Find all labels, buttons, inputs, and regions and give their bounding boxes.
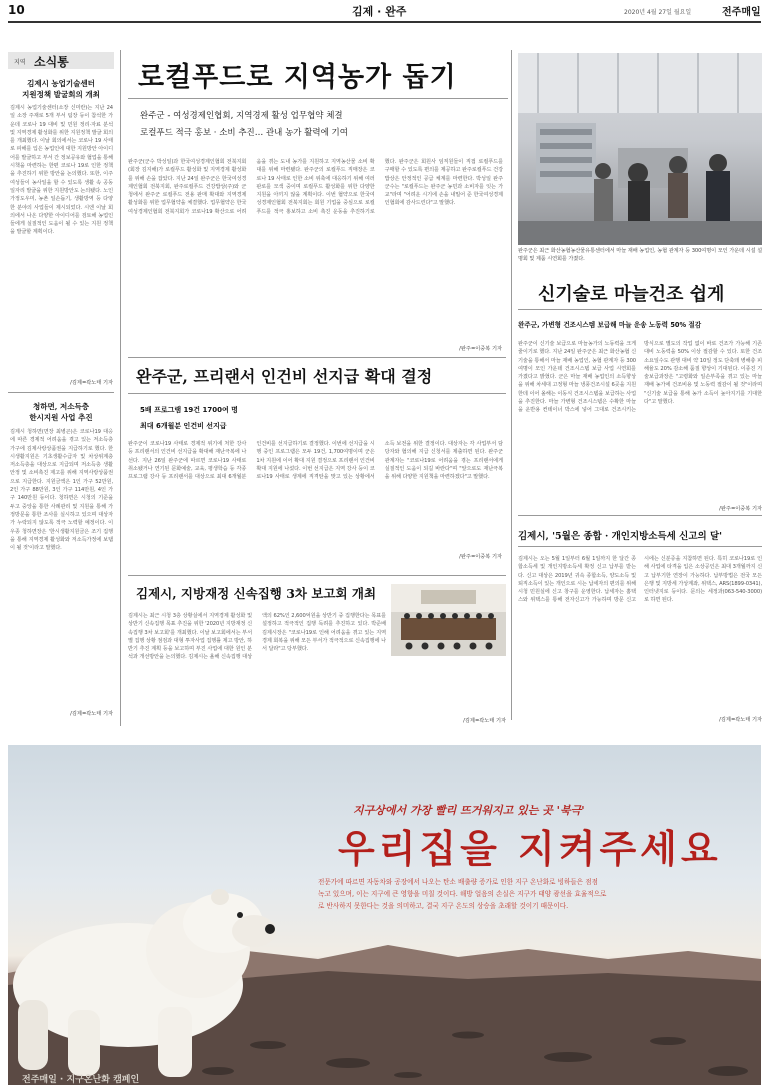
- article4-body-right: [391, 662, 506, 717]
- sidebar-divider: [8, 392, 114, 393]
- column-rule: [511, 50, 512, 720]
- meeting-photo-graphic: [391, 584, 506, 656]
- ad-scene-graphic: [8, 745, 761, 1085]
- article5-byline: /김제=곽노태 기자: [719, 717, 762, 723]
- article2-byline: /완주=이중복 기자: [719, 506, 762, 512]
- sidebar-headline-2b: 한시지원 사업 추진: [29, 413, 93, 422]
- sidebar-byline-2: /김제=곽노태 기자: [70, 711, 113, 717]
- sidebar-headline-2a: 청하면, 저소득층: [33, 402, 89, 411]
- article5-body: 김제시는 오는 5월 1일부터 6월 1일까지 한 달간 종합소득세 및 개인지방소득세 확정 신고 납부를 받는다. 신고 대상은 2019년 귀속 종합소득, 양도소득 및 퇴직소득이 있는 개인으로 시는 납세자의 편의를 위해 시청 민원실에 신고 창구를 운영한다. 납세자는 홈택스와 위택스를 통해 전자신고가 가능하며 방문 신고 시에는 신분증을 지참하면 된다. 특히 코로나19로 인해 사업에 타격을 입은 소상공인은 최대 3개월까지 신고 납부기한 연장이 가능하다. 납부방법은 전국 모든 은행 및 지방세 가상계좌, 위택스, ARS(1899-0341), 인터넷지로 등이다. 문의는 세정과(063-540-3000)로 하면 된다.: [518, 556, 762, 604]
- sidebar: [8, 52, 114, 724]
- article3-body: 완주군이 코로나19 사태로 경제적 위기에 처한 강사 등 프리랜서의 인건비 선지급을 확대해 재난극복에 나선다. 지난 26일 완주군에 따르면 코로나19 사태로 취소됐거나 연기된 문화예술, 교육, 평생학습 등 각종 프로그램 강사 등 프리랜서를 대상으로 최대 6개월분 인건비를 선지급하기로 결정했다. 이번에 선지급을 시행 중인 프로그램은 모두 19건, 1,700여명이며 군은 1차 지원에 이어 확대 지원 결정으로 프리랜서 인건비 확대 지원에 나섰다. 이번 선지급은 지역 강사 등이 코로나19 사태로 생계에 직격탄을 맞고 있는 상황에서 소득 보전을 위한 결정이다. 대상자는 각 사업부서 담당자와 협의해 지급 신청서를 제출하면 된다. 완주군 관계자는 "코로나19로 어려움을 겪는 프리랜서에게 실질적인 도움이 되길 바란다"며 "앞으로도 재난극복을 위해 다양한 지원책을 마련하겠다"고 말했다.: [128, 441, 503, 481]
- article3-byline: /완주=이중복 기자: [459, 554, 502, 560]
- article3-title-rule: [128, 393, 506, 394]
- sidebar-headline-1b: 지원정책 발굴회의 개최: [22, 90, 100, 99]
- article2-title: 신기술로 마늘건조 쉽게: [538, 284, 725, 305]
- article1-title: 로컬푸드로 지역농가 돕기: [138, 62, 457, 93]
- page-header: [0, 0, 769, 22]
- sidebar-header: [8, 52, 114, 69]
- sidebar-headline-1a: 김제시 농업기술센터: [27, 79, 95, 88]
- article5-top-rule: [518, 515, 762, 516]
- sidebar-rule: [120, 50, 121, 726]
- meeting-photo: [391, 584, 506, 656]
- sidebar-byline-1: /김제=곽노태 기자: [70, 380, 113, 386]
- section-title: 김제 · 완주: [352, 5, 407, 18]
- article3-top-rule: [128, 357, 506, 358]
- sidebar-body-1: 김제시 농업기술센터(소장 신미란)는 지난 24일 소장 주재로 5개 부서 팀장 등이 참석한 가운데 코로나 19 대비 및 민원 정리·자료 분석 및 지역경제 활성화를 위한 지원정책 발굴 회의를 개최했다. 이날 회의에서는 코로나 19 사태로 피해를 입은 농업인에 대한 지원방안 아이디어를 발굴하고 부서 간 정보공유와 협업을 통해 시책을 마련하는 한편 코로나 19로 인한 정책을 추진하기 위한 방안을 논의했다. 또한, 이주 여성들이 농사일을 할 수 있도록 생활 속 공동 일자리 발굴을 위한 지원방안도 논의됐다. 노인 가정도우미, 농촌 일손돕기, 생활방역 등 다양한 분야의 사업들이 제시되었다. 시엔 이날 회의에서 나온 다양한 아이디어를 검토해 농업인들에게 실질적인 도움이 될 수 있는 지원 정책을 발굴할 계획이다.: [10, 105, 113, 236]
- garlic-photo-graphic: [518, 53, 762, 245]
- ad-sponsor: 전주매일 · 지구온난화 캠페인: [22, 1075, 140, 1085]
- header-rule: [8, 21, 761, 23]
- article3-sub2: 최대 6개월분 인건비 선지급: [140, 422, 227, 430]
- newspaper-name: 전주매일: [722, 7, 761, 18]
- article1-body: 완주군(군수 박성일)과 한국여성경제인협회 전북지회(회장 김지해)가 로컬푸드 활성화 및 지역경제 활성화를 위해 손을 잡았다. 지난 24일 완주군은 한국여성경제인협회 전북지회, 완주로컬푸드 건강밥상(주)와 군청에서 완주군 로컬푸드 전용 판매 확대와 지역경제 활성화를 위한 업무협약을 체결했다. 업무협약은 한국여성경제인협회 전북지회가 코로나19 확산으로 어려움을 겪는 도내 농가를 지원하고 지역농산물 소비 확대를 위해 마련됐다. 완주군의 로컬푸드 직매장은 코로나 19 사태로 인한 소비 위축에 대응하기 위해 여러 판로를 모색 중이며 로컬푸드 활성화를 위한 다양한 지원을 아끼지 않을 계획이다. 이번 협약으로 한국여성경제인협회 전북지회는 회원 기업을 중심으로 로컬푸드를 적극 홍보하고 소비 촉진 운동을 추진하기로 했다. 완주군은 회원사 임직원들이 직접 로컬푸드를 구매할 수 있도록 편의를 제공하고 완주로컬푸드 건강밥상은 안정적인 공급 체계를 마련한다. 박성일 완주군수는 "로컬푸드는 완주군 농민과 소비자를 잇는 가교"라며 "어려운 시기에 손을 내밀어 준 한국여성경제인협회에 감사드린다"고 말했다.: [128, 159, 503, 215]
- climate-ad: [8, 745, 761, 1085]
- article2-body: 완주군이 신기술 보급으로 마늘농가의 노동력을 크게 줄이기로 했다. 지난 24일 완주군은 최근 화산농협 신기술을 통해서 마늘 재배 농업인, 농협 관계자 등 300여명이 모인 가운데 건조시스템 보급 사업 시연회를 가졌다고 밝혔다. 군은 마늘 재배 농업인의 소득향상을 위해 차세대 고정형 마늘 냉풍건조시설 6곳을 지원한데 이어 올해는 이동식 건조시스템을 보급하는 사업을 추진한다. 마늘 가변형 건조시스템은 수확한 마늘을 운반용 컨테이너 박스에 넣어 그대로 건조시키는 방식으로 별도의 작업 없이 바로 건조가 가능해 기존 대비 노동력을 50% 이상 절감할 수 있다. 또한 건조 소요일수도 관행 대비 약 10일 정도 단축돼 병해충 피해율도 20% 감소해 품질 향상이 기대된다. 이종진 기술보급과장은 "고령화와 일손부족을 겪고 있는 마늘 재배 농가에 건조비용 및 노동력 절감이 될 것"이라며 "신기술 보급을 통해 농가 소득이 높아지기를 기대한다"고 말했다.: [518, 341, 762, 414]
- ad-body-1: 전문가에 따르면 자동차와 공장에서 나오는 탄소 배출량 증가로 인한 지구 온난화로 빙하들은 점점: [318, 878, 598, 886]
- article2-title-rule: [518, 309, 762, 310]
- article3-sub1: 5배 프로그램 19건 1700여 명: [140, 406, 238, 414]
- article5-title-rule: [518, 546, 762, 547]
- page-number: 10: [8, 3, 25, 17]
- ad-headline: 우리집을 지켜주세요: [338, 826, 722, 871]
- article4-byline: /김제=곽노태 기자: [463, 718, 506, 724]
- article1-sub2: 로컬푸드 적극 홍보 · 소비 추진… 관내 농가 활력에 기여: [140, 128, 348, 138]
- issue-date: 2020년 4월 27일 월요일: [624, 9, 692, 16]
- article1-byline: /완주=이중복 기자: [459, 346, 502, 352]
- sidebar-body-2: 김제시 청하면(면장 최병곤)은 코로나19 대응에 따른 경제적 어려움을 겪고 있는 저소득층 가구에 김제사랑상품권을 지급하기로 했다. 한시생활지원은 기초생활수급자 및 차상위계층 저소득층을 대상으로 지급되며 저소득층 생활안정 및 소비촉진 제고를 위해 지역사랑상품권으로 지급한다. 지원금액은 1인 가구 52만원, 2인 가구 88만원, 3인 가구 114만원, 4인 가구 140만원 등이다. 청하면은 시청의 기준을 두고 중앙을 통한 사례관리 및 지원을 통해 가정방문을 통한 조사를 실시하고 있으며 대상자가 누락되지 않도록 적극 노력할 예정이다. 이우종 청하면장은 '한시생활지원금은 조기 집행을 통해 지역경제 활성화와 저소득가정에 보탬이 될 것'이라고 말했다.: [10, 429, 113, 552]
- garlic-drying-photo: [518, 53, 762, 245]
- sidebar-tag: 지역: [14, 59, 26, 66]
- article1-sub1: 완주군 - 여성경제인협회, 지역경제 활성 업무협약 체결: [140, 111, 343, 121]
- sidebar-title: 소식통: [34, 55, 69, 69]
- ad-kicker: 지구상에서 가장 빨리 뜨거워지고 있는 곳 '북극': [353, 804, 585, 817]
- article4-title: 김제시, 지방재정 신속집행 3차 보고회 개최: [136, 586, 377, 601]
- article2-sub: 완주군, 가변형 건조시스템 보급해 마늘 운송 노동력 50% 절감: [518, 321, 702, 329]
- article5-title: 김제시, '5월은 종합 · 개인지방소득세 신고의 달': [518, 531, 723, 542]
- article1-title-rule: [128, 98, 508, 99]
- ad-body-3: 로 반사하지 못한다는 것을 의미하고, 결국 지구 온도의 상승을 초래할 것이기 때문이다.: [318, 902, 569, 910]
- article3-title: 완주군, 프리랜서 인건비 선지급 확대 결정: [136, 367, 433, 386]
- article4-top-rule: [128, 575, 506, 576]
- photo-caption: 완주군은 최근 화산농협농산물유통센터에서 마늘 재배 농업인, 농협 관계자 등 300여명이 모인 가운데 시설 설명회 및 제품 시연회를 가졌다.: [518, 248, 762, 263]
- ad-body-2: 녹고 있으며, 이는 지구에 큰 영향을 미칠 것이다. 해방 얼음의 손실은 지구가 태양 광선을 효율적으로: [318, 890, 607, 898]
- article4-body: 김제시는 최근 시청 3층 상황실에서 지역경제 활성화 및 상반기 신속집행 목표 추진을 위한 '2020년 지방재정 신속집행 3차 보고회'를 개최했다. 이날 보고회에서는 부서별 집행 상황 점검과 대형 투자사업 집행률 제고 방안, 하반기 추진 계획 등을 보고하며 부진 사업에 대한 원인 분석과 개선방안을 논의했다. 김제시는 올해 신속집행 대상액의 62%인 2,600억원을 상반기 중 집행한다는 목표를 설정하고 적극적인 집행 독려를 추진하고 있다. 박준배 김제시장은 "코로나19로 인해 어려움을 겪고 있는 지역 경제 회복을 위해 모든 부서가 적극적으로 신속집행에 나서 달라"고 당부했다.: [128, 613, 386, 661]
